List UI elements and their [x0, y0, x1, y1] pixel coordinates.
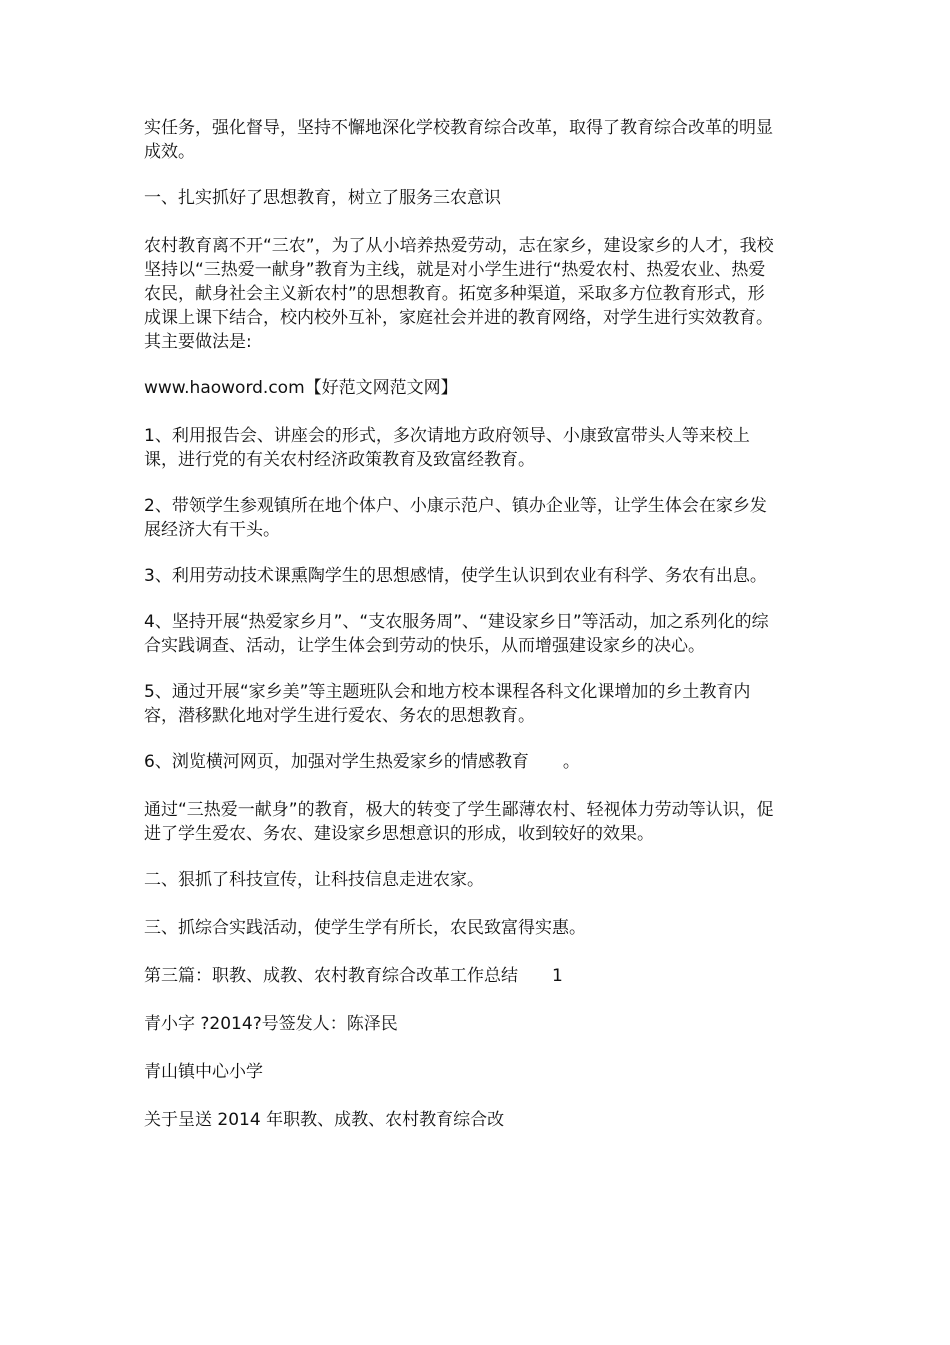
chapter-title-3: 第三篇：职教、成教、农村教育综合改革工作总结 1 [144, 966, 563, 986]
list-item-3: 3、利用劳动技术课熏陶学生的思想感情，使学生认识到农业有科学、务农有出息。 [144, 566, 767, 586]
section-heading-1: 一、扎实抓好了思想教育，树立了服务三农意识 [144, 188, 501, 208]
paragraph-intro-continuation: 实任务，强化督导，坚持不懈地深化学校教育综合改革，取得了教育综合改革的明显成效。 [144, 118, 773, 162]
school-name: 青山镇中心小学 [144, 1062, 263, 1082]
list-item-6: 6、浏览横河网页，加强对学生热爱家乡的情感教育 。 [144, 752, 580, 772]
list-item-1: 1、利用报告会、讲座会的形式，多次请地方政府领导、小康致富带头人等来校上课，进行党的有关农村经济政策教育及致富经教育。 [144, 426, 750, 470]
paragraph-rural-education: 农村教育离不开“三农”，为了从小培养热爱劳动，志在家乡，建设家乡的人才，我校坚持以“三热爱一献身”教育为主线，就是对小学生进行“热爱农村、热爱农业、热爱农民，献身社会主义新农村”的思想教育。拓宽多种渠道，采取多方位教育形式，形成课上课下结合，校内校外互补，家庭社会并进的教育网络，对学生进行实效教育。其主要做法是: [144, 236, 774, 352]
website-line: www.haoword.com【好范文网范文网】 [144, 378, 458, 398]
list-item-2: 2、带领学生参观镇所在地个体户、小康示范户、镇办企业等，让学生体会在家乡发展经济大有干头。 [144, 496, 767, 540]
submission-title: 关于呈送 2014 年职教、成教、农村教育综合改 [144, 1110, 505, 1130]
paragraph-results: 通过“三热爱一献身”的教育，极大的转变了学生鄙薄农村、轻视体力劳动等认识，促进了学生爱农、务农、建设家乡思想意识的形成，收到较好的效果。 [144, 800, 774, 844]
document-body [144, 116, 774, 1156]
list-item-4: 4、坚持开展“热爱家乡月”、“支农服务周”、“建设家乡日”等活动，加之系列化的综合实践调查、活动，让学生体会到劳动的快乐，从而增强建设家乡的决心。 [144, 612, 769, 656]
section-heading-2: 二、狠抓了科技宣传，让科技信息走进农家。 [144, 870, 484, 890]
document-number-line: 青小字 ?2014?号签发人：陈泽民 [144, 1014, 398, 1034]
list-item-5: 5、通过开展“家乡美”等主题班队会和地方校本课程各科文化课增加的乡土教育内容，潜移默化地对学生进行爱农、务农的思想教育。 [144, 682, 751, 726]
section-heading-3: 三、抓综合实践活动，使学生学有所长，农民致富得实惠。 [144, 918, 586, 938]
